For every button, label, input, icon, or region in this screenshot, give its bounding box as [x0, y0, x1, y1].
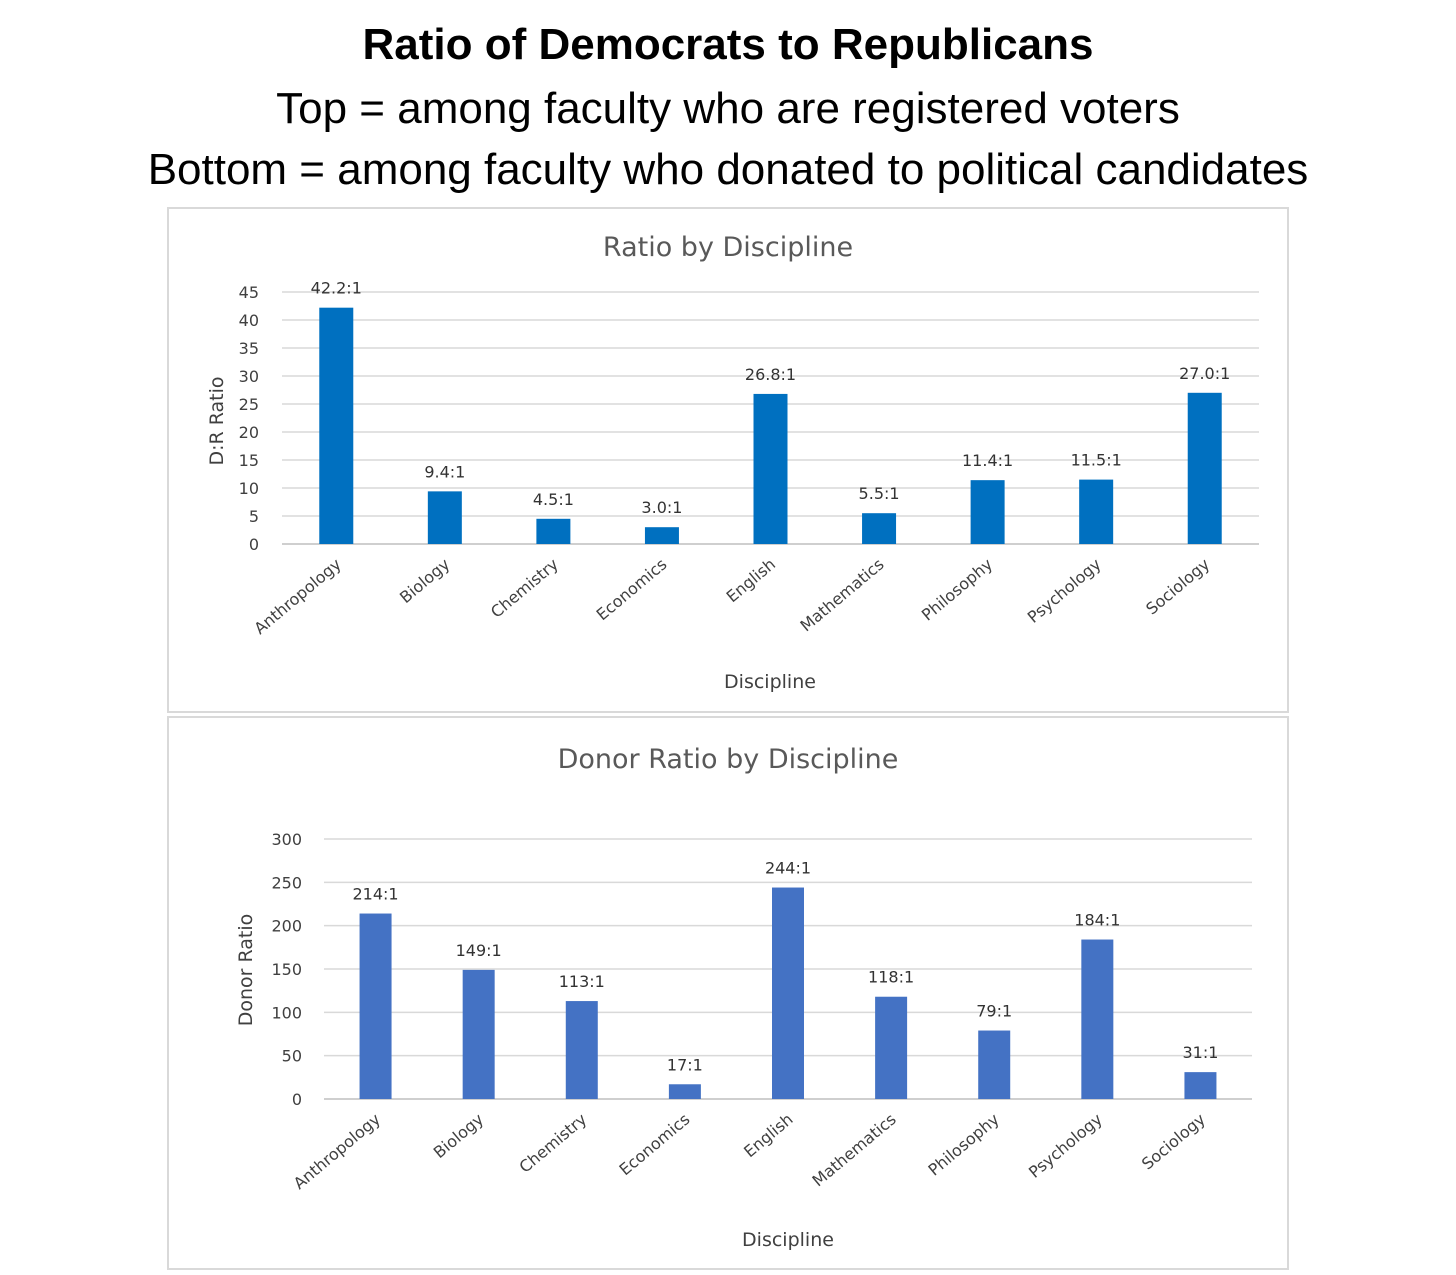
bar	[319, 308, 353, 544]
y-tick-label: 150	[271, 960, 302, 979]
category-label: Biology	[429, 1109, 488, 1163]
y-tick-label: 35	[238, 339, 259, 358]
data-label: 4.5:1	[532, 489, 574, 509]
subtitle-top: Top = among faculty who are registered voters	[276, 84, 1180, 133]
y-tick-label: 30	[238, 367, 259, 386]
category-label: English	[740, 1109, 797, 1162]
bar	[875, 997, 907, 1099]
bar	[536, 519, 570, 544]
data-label: 214:1	[352, 884, 399, 904]
data-label: 79:1	[976, 1001, 1013, 1021]
data-label: 118:1	[868, 967, 915, 987]
y-tick-label: 15	[238, 451, 259, 470]
bar	[463, 970, 495, 1099]
y-tick-label: 40	[238, 311, 259, 330]
bar	[1079, 480, 1113, 544]
page-title: Ratio of Democrats to Republicans	[362, 20, 1094, 69]
y-axis-title: Donor Ratio	[235, 913, 257, 1027]
category-label: Anthropology	[289, 1109, 385, 1194]
category-label: Sociology	[1142, 554, 1214, 619]
bar	[360, 914, 392, 1099]
category-label: English	[722, 554, 780, 607]
data-label: 113:1	[558, 972, 605, 992]
bar	[645, 527, 679, 544]
y-axis-title: D:R Ratio	[206, 376, 228, 466]
data-label: 42.2:1	[310, 278, 362, 298]
bar	[1081, 940, 1113, 1099]
data-label: 3.0:1	[641, 498, 683, 518]
category-label: Sociology	[1137, 1109, 1210, 1174]
data-label: 17:1	[666, 1055, 703, 1075]
data-label: 11.4:1	[962, 451, 1014, 471]
category-label: Mathematics	[808, 1109, 900, 1191]
category-label: Philosophy	[924, 1109, 1003, 1180]
x-axis-title: Discipline	[724, 671, 816, 693]
chart-title: Ratio by Discipline	[602, 232, 854, 263]
y-tick-label: 0	[291, 1090, 302, 1109]
subtitle-bottom: Bottom = among faculty who donated to political candidates	[147, 145, 1309, 194]
ratio-chart	[169, 209, 1287, 711]
bar	[1184, 1072, 1216, 1099]
data-label: 184:1	[1074, 910, 1121, 930]
bar	[978, 1031, 1010, 1099]
y-tick-label: 0	[248, 535, 259, 554]
category-label: Mathematics	[796, 554, 888, 636]
category-label: Psychology	[1023, 554, 1105, 627]
x-axis-title: Discipline	[742, 1229, 834, 1251]
y-tick-label: 10	[238, 479, 259, 498]
category-label: Philosophy	[917, 554, 997, 625]
bar	[772, 888, 804, 1099]
data-label: 26.8:1	[744, 364, 797, 384]
category-label: Chemistry	[487, 554, 562, 622]
y-tick-label: 45	[238, 283, 259, 302]
y-tick-label: 250	[271, 873, 302, 893]
category-label: Psychology	[1024, 1109, 1106, 1182]
category-label: Chemistry	[515, 1109, 591, 1177]
bar	[862, 513, 896, 544]
y-tick-label: 300	[271, 830, 302, 849]
y-tick-label: 200	[271, 916, 302, 936]
y-tick-label: 100	[271, 1003, 302, 1023]
category-label: Economics	[615, 1109, 694, 1180]
bar	[428, 491, 462, 544]
data-label: 27.0:1	[1179, 363, 1231, 383]
y-tick-label: 20	[238, 423, 259, 442]
y-tick-label: 5	[248, 507, 259, 526]
data-label: 9.4:1	[424, 462, 466, 482]
data-label: 149:1	[455, 940, 502, 960]
bar	[566, 1001, 598, 1099]
data-label: 5.5:1	[858, 484, 900, 504]
donor-ratio-chart	[169, 718, 1287, 1268]
bar	[1188, 393, 1222, 544]
data-label: 244:1	[764, 858, 812, 878]
chart-panel-donor-ratio	[167, 716, 1289, 1270]
y-tick-label: 50	[281, 1046, 302, 1066]
chart-title: Donor Ratio by Discipline	[557, 744, 899, 775]
category-label: Biology	[395, 554, 454, 608]
chart-panel-ratio	[167, 207, 1289, 713]
bar	[971, 480, 1005, 544]
bar	[754, 394, 788, 544]
data-label: 11.5:1	[1070, 450, 1122, 470]
data-label: 31:1	[1182, 1043, 1219, 1063]
bar	[669, 1084, 701, 1099]
category-label: Economics	[592, 554, 671, 625]
y-tick-label: 25	[238, 395, 259, 414]
category-label: Anthropology	[250, 554, 345, 639]
